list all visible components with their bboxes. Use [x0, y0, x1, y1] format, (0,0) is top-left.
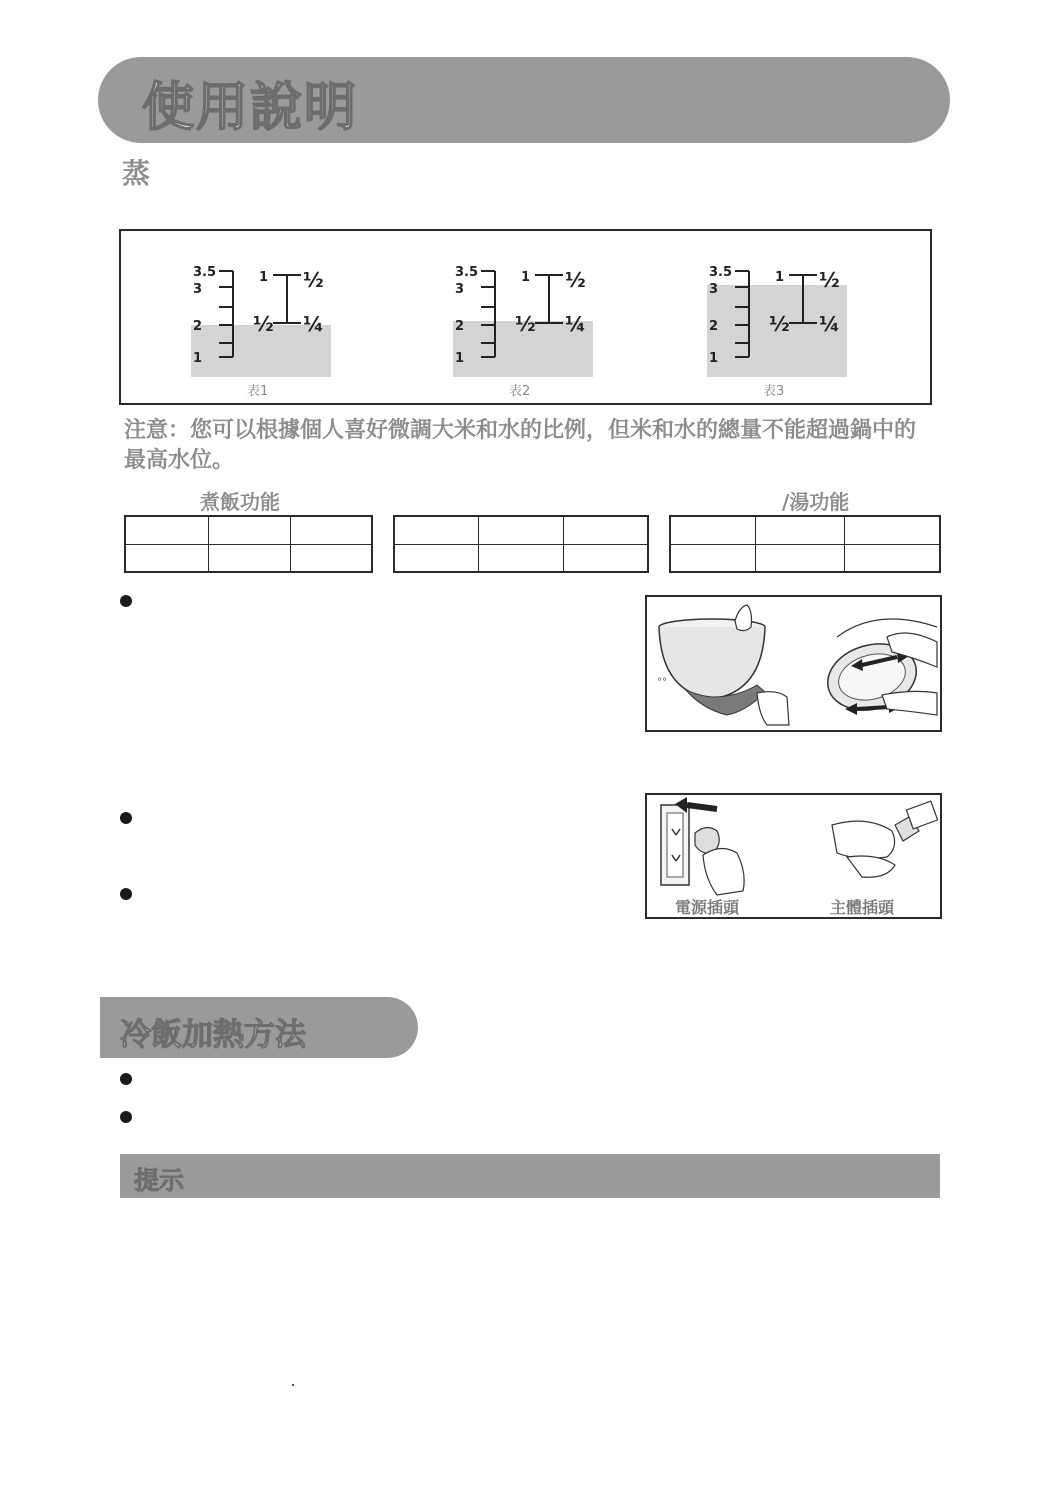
right-scale-label: 1	[521, 270, 531, 285]
bullet-point	[120, 812, 132, 824]
gauge-1	[191, 265, 331, 399]
right-scale-label: 1	[775, 270, 785, 285]
left-scale-label: 3.5	[709, 265, 733, 280]
gauge-caption: 表2	[509, 384, 531, 399]
left-scale-label: 1	[193, 351, 203, 366]
water-level-gauges	[119, 229, 932, 405]
ratio-note: 注意：您可以根據個人喜好微調大米和水的比例，但米和水的總量不能超過鍋中的最高水位。	[124, 418, 917, 473]
power-plug-label: 電源插頭	[675, 898, 740, 917]
right-scale-label: ¼	[565, 312, 586, 336]
left-scale-label: 3	[193, 282, 203, 297]
pot-cleaning-illustration	[645, 595, 942, 732]
middle-table	[393, 515, 649, 573]
right-scale-label: ½	[303, 268, 324, 292]
left-scale-label: 1	[709, 351, 719, 366]
reheat-section-title: 冷飯加熱方法	[120, 1017, 306, 1053]
right-scale-label: 1	[259, 270, 269, 285]
gauge-3	[707, 265, 847, 399]
steam-heading: 蒸	[122, 157, 151, 190]
soup-table	[669, 515, 941, 573]
gauge-caption: 表1	[247, 384, 269, 399]
left-scale-label: 3.5	[193, 265, 217, 280]
tips-title: 提示	[134, 1166, 185, 1195]
right-scale-label: ½	[819, 268, 840, 292]
left-scale-label: 2	[455, 319, 465, 334]
gauge-figure	[121, 231, 934, 407]
body-plug-label: 主體插頭	[830, 898, 895, 917]
bullet-point	[120, 595, 132, 607]
right-scale-label: ½	[769, 312, 790, 336]
soup-function-label: /湯功能	[782, 490, 850, 514]
left-scale-label: 1	[455, 351, 465, 366]
bullet-point	[120, 1111, 132, 1123]
right-scale-label: ½	[565, 268, 586, 292]
right-scale-label: ¼	[819, 312, 840, 336]
pot-cleaning-drawing	[647, 597, 944, 734]
right-scale-label: ½	[253, 312, 274, 336]
right-scale-label: ½	[515, 312, 536, 336]
left-scale-label: 2	[709, 319, 719, 334]
stray-dot	[292, 1384, 294, 1386]
left-scale-label: 3	[709, 282, 719, 297]
right-scale-label: ¼	[303, 312, 324, 336]
plug-illustration	[645, 793, 942, 919]
left-scale-label: 2	[193, 319, 203, 334]
gauge-2	[453, 265, 593, 399]
bullet-point	[120, 888, 132, 900]
reheat-section-header	[100, 997, 418, 1058]
bullet-point	[120, 1073, 132, 1085]
tips-header	[120, 1154, 940, 1198]
gauge-caption: 表3	[763, 384, 785, 399]
left-scale-label: 3	[455, 282, 465, 297]
left-scale-label: 3.5	[455, 265, 479, 280]
rice-table	[124, 515, 373, 573]
rice-function-label: 煮飯功能	[200, 490, 280, 514]
page-title: 使用說明	[142, 78, 359, 138]
page-header	[98, 57, 950, 143]
svg-text:°°: °°	[657, 677, 667, 688]
